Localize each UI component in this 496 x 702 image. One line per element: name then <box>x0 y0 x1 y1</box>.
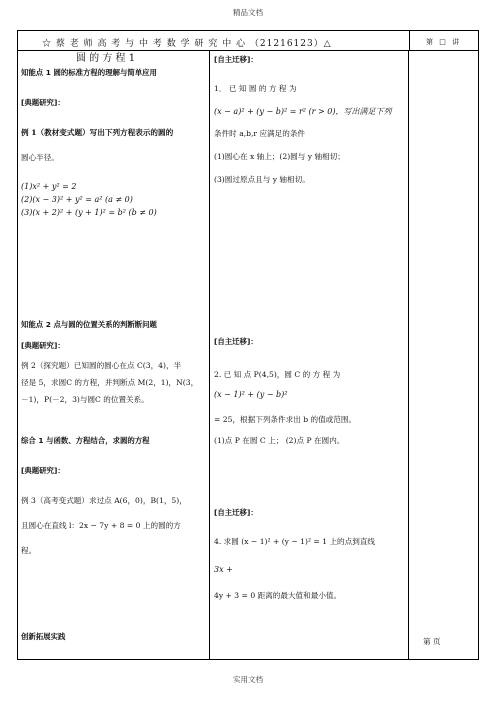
left-column <box>18 51 210 659</box>
transfer-3-line-1: 4. 求圆 (x − 1)² + (y − 1)² = 1 上的点到直线 <box>214 537 376 546</box>
example-3-line-1: 例 3（高考变式题）求过点 A(6，0)，B(1，5)， <box>21 496 187 505</box>
lecture-label: 第 □ 讲 <box>426 38 462 46</box>
example-2-line-3: －1)，P(－2，3)与圆C 的位置关系。 <box>21 395 149 404</box>
transfer-2-line-1: 2. 已 知 点 P(4,5)，圆 C 的 方 程 为 <box>214 370 341 379</box>
transfer-3-line-2: 3x + <box>214 565 233 574</box>
transfer-2-line-4: (1)点 P 在圆 C 上； (2)点 P 在圆内。 <box>214 436 345 445</box>
example-3-line-2: 且圆心在直线 l：2x − 7y + 8 = 0 上的圆的方 <box>21 521 181 530</box>
example-2-line-2: 径是 5，求圆C 的方程，并判断点 M(2，1)，N(3， <box>21 378 199 387</box>
transfer-2-line-2: (x − 1)² + (y − b)² <box>214 390 288 399</box>
transfer-1-line-2: (x − a)² + (y − b)² = r² (r > 0)，写出满足下列 <box>214 107 392 116</box>
transfer-1-line-5: (3)圆过原点且与 y 轴相切。 <box>214 175 310 184</box>
middle-column <box>210 51 409 659</box>
self-transfer-heading-1: [自主迁移]： <box>214 55 258 64</box>
example-3-line-3: 程。 <box>21 546 37 555</box>
self-transfer-heading-3: [自主迁移]： <box>214 508 258 517</box>
unit-title: 圆 的 方 程 1 <box>76 53 136 64</box>
right-column <box>409 51 478 659</box>
equation-2: (2)(x − 3)² + y² = a² (a ≠ 0) <box>21 195 133 204</box>
self-transfer-heading-2: [自主迁移]： <box>214 337 258 346</box>
transfer-1-line-1: 1． 已 知 圆 的 方 程 为 <box>214 84 297 93</box>
page-footer: 实用文档 <box>233 675 263 684</box>
table-title-row <box>18 31 478 51</box>
transfer-1-line-3: 条件时 a,b,r 应满足的条件 <box>214 129 306 138</box>
page-header: 精品文档 <box>233 8 263 17</box>
example-2-line-1: 例 2（探究题）已知圆的圆心在点 C(3，4)，半 <box>21 361 182 370</box>
typical-study-3: [典题研究]： <box>21 466 65 475</box>
transfer-3-line-3: 4y + 3 = 0 距离的最大值和最小值。 <box>214 591 342 600</box>
knowledge-point-2: 知能点 2 点与圆的位置关系的判断断问题 <box>21 320 157 329</box>
transfer-2-line-3: = 25，根据下列条件求出 b 的值或范围。 <box>214 415 357 424</box>
table-title: ☆ 蔡 老 师 高 考 与 中 考 数 学 研 究 中 心 （21216123）△ <box>42 39 332 49</box>
example-1-line-2: 圆心半径。 <box>21 153 59 162</box>
synthesis-1: 综合 1 与函数、方程结合，求圆的方程 <box>21 436 150 445</box>
page-number-label: 第 页 <box>423 637 441 646</box>
example-1-line-1 <box>21 127 173 138</box>
innovation-practice: 创新拓展实践 <box>21 632 66 641</box>
example-1-text: 例 1（教材变式题）写出下列方程表示的圆的 <box>21 128 174 137</box>
equation-3: (3)(x + 2)² + (y + 1)² = b² (b ≠ 0) <box>21 208 157 217</box>
worksheet-table <box>17 30 479 660</box>
equation-1: (1)x² + y² = 2 <box>21 182 77 191</box>
typical-study-1: [典题研究]： <box>21 98 65 107</box>
title-divider <box>409 31 410 51</box>
typical-study-2: [典题研究]： <box>21 341 65 350</box>
transfer-1-line-4: (1)圆心在 x 轴上；(2)圆与 y 轴相切； <box>214 152 345 161</box>
knowledge-point-1: 知能点 1 圆的标准方程的理解与简单应用 <box>21 68 157 77</box>
